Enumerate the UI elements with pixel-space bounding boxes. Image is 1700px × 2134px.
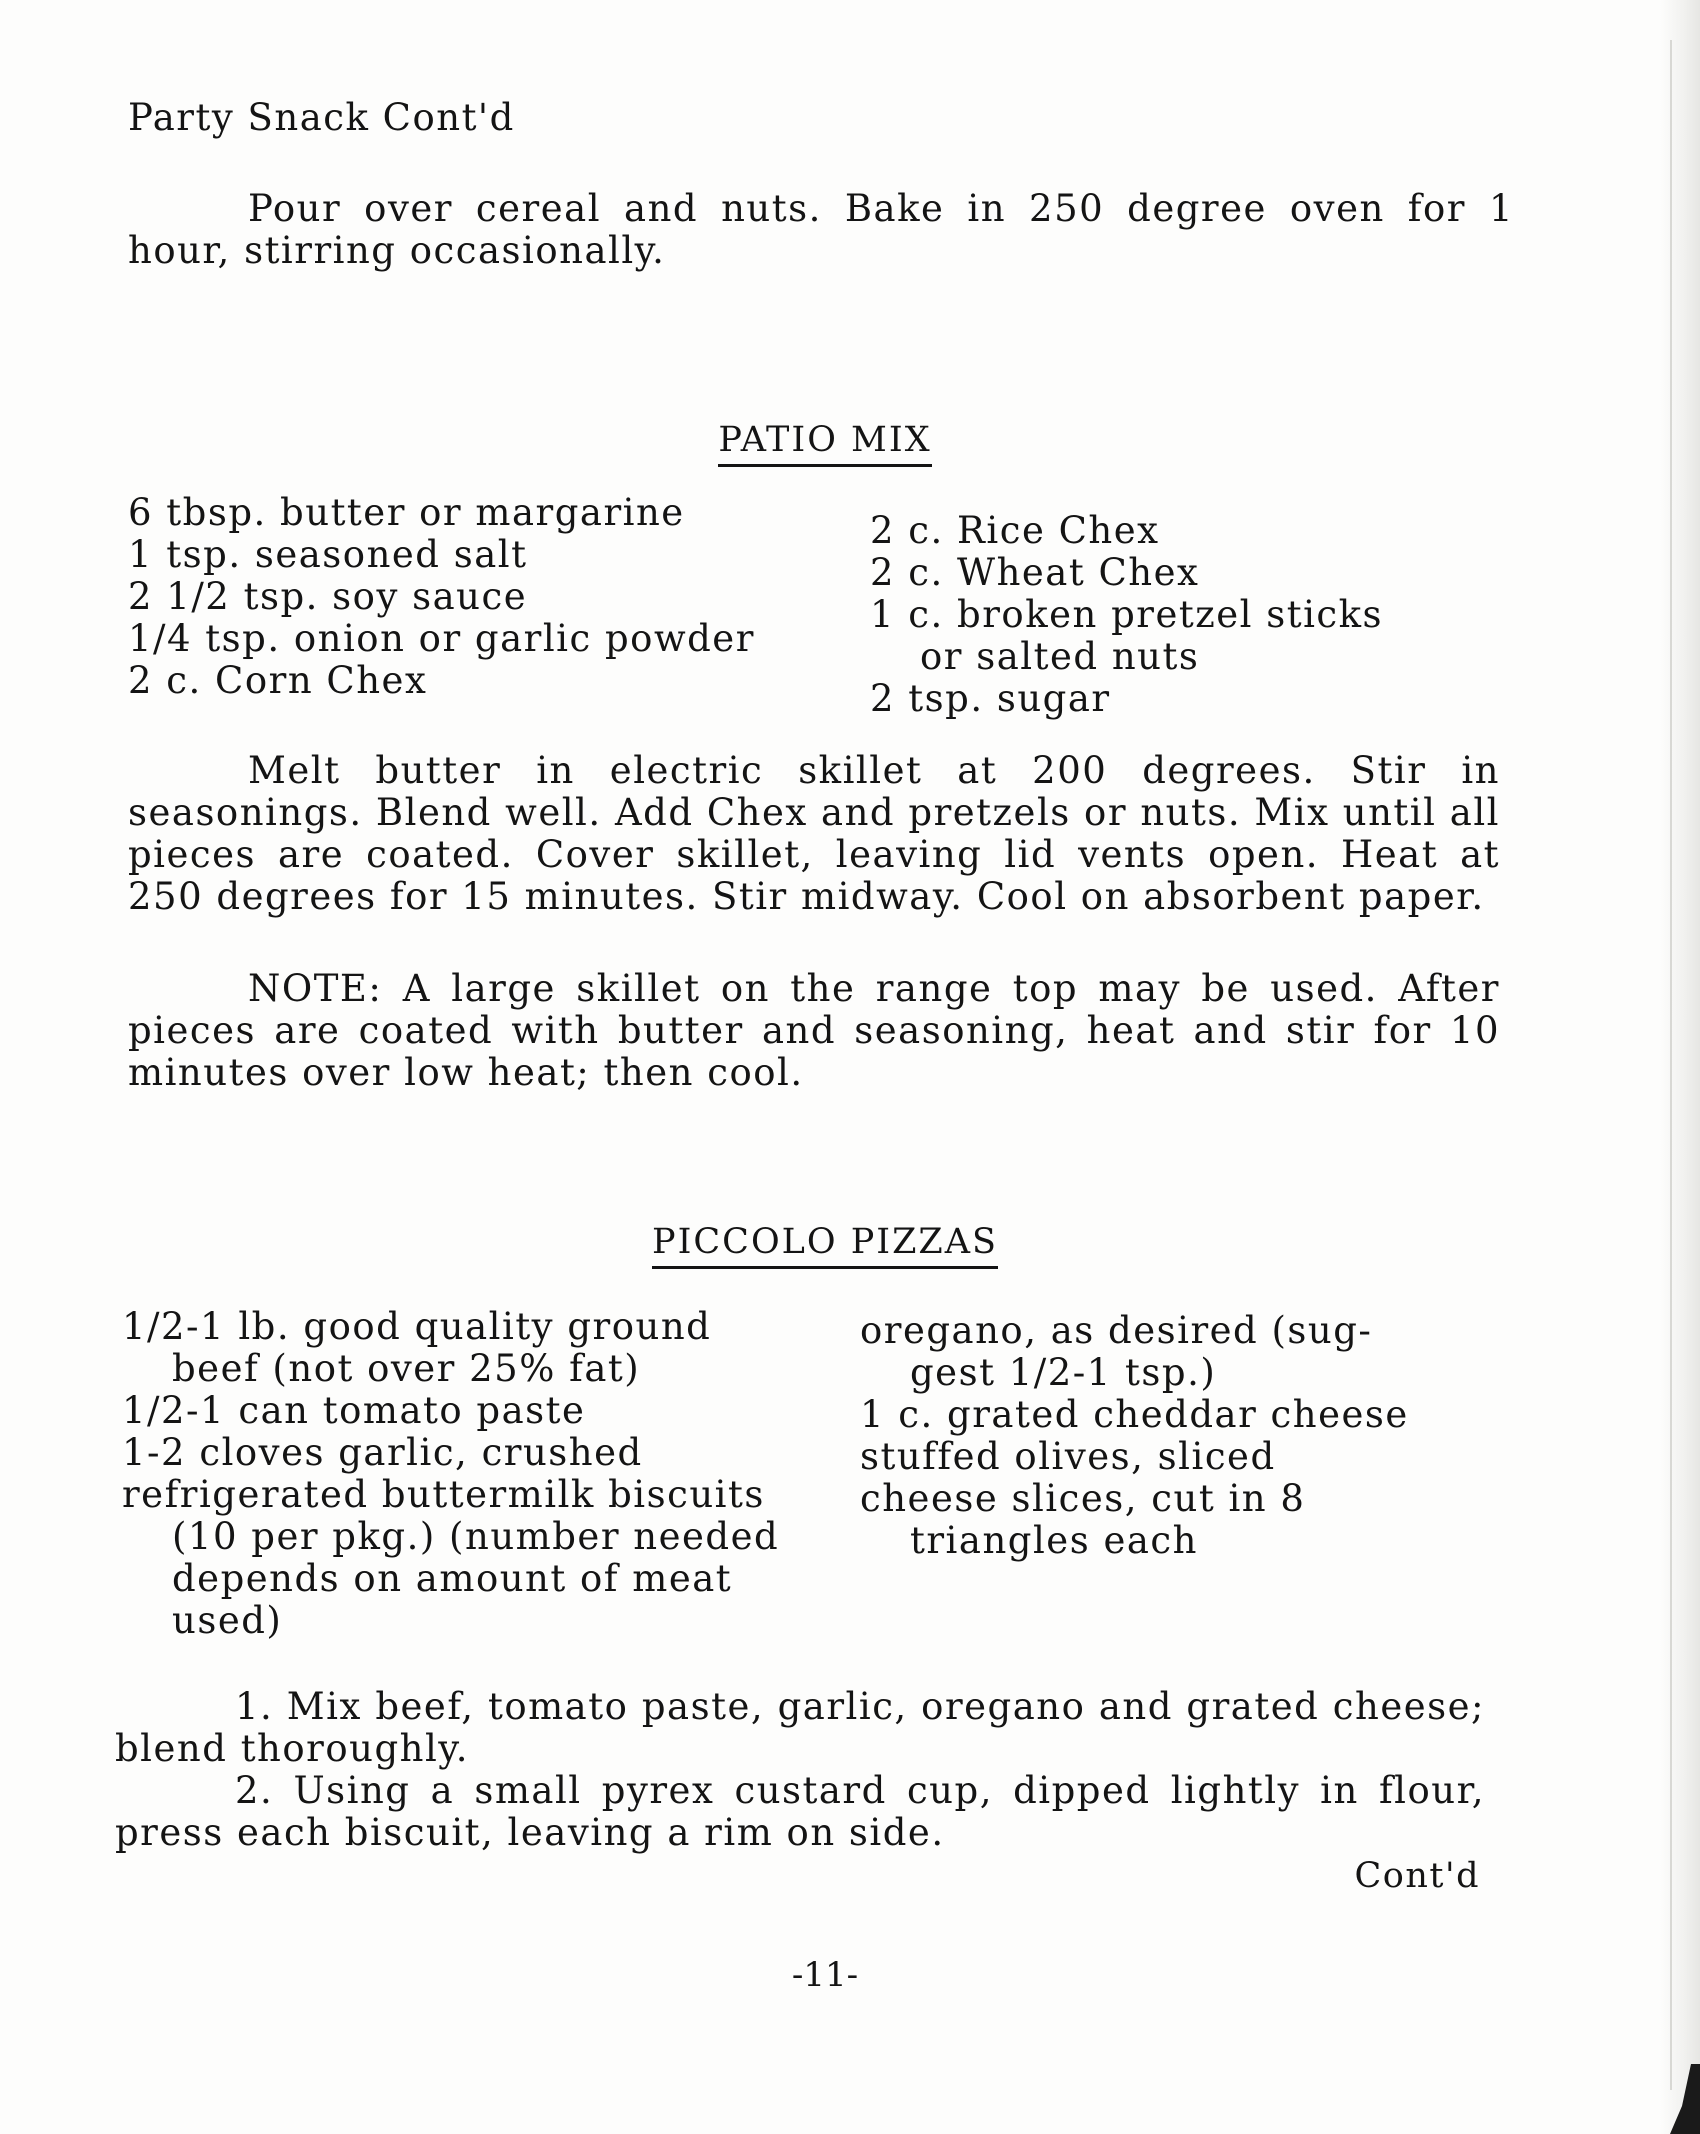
ingredient-item: (10 per pkg.) (number needed <box>172 1515 780 1558</box>
ingredient-item: 6 tbsp. butter or margarine <box>128 491 685 534</box>
ingredient-item: refrigerated buttermilk biscuits <box>122 1473 765 1516</box>
piccolo-pizzas-heading <box>0 1222 1650 1269</box>
ingredient-item: used) <box>172 1599 283 1642</box>
ingredient-item: 1/2-1 lb. good quality ground <box>122 1305 712 1348</box>
ingredient-item: 2 tsp. sugar <box>870 677 1111 720</box>
ingredient-item: 1 tsp. seasoned salt <box>128 533 528 576</box>
ingredient-item: 2 c. Corn Chex <box>128 659 428 702</box>
continued-label: Cont'd <box>1354 1856 1480 1896</box>
ingredient-item: 1/2-1 can tomato paste <box>122 1389 586 1432</box>
patio-mix-heading <box>0 420 1650 467</box>
patio-mix-note: NOTE: A large skillet on the range top may be used. After pieces are coated with butter and seasoning, heat and stir for 10 minutes over low heat; then cool. <box>128 967 1500 1094</box>
ingredient-item: gest 1/2-1 tsp.) <box>910 1351 1217 1394</box>
piccolo-pizzas-ingredients-right <box>860 1310 1409 1562</box>
ingredient-item: oregano, as desired (sug- <box>860 1309 1373 1352</box>
patio-mix-directions: Melt butter in electric skillet at 200 degrees. Stir in seasonings. Blend well. Add Chex and pretzels or nuts. Mix until all pieces are coated. Cover skillet, leaving lid vents open. Heat at 250 degrees for 15 minutes. Stir midway. Cool on absorbent paper. <box>128 749 1500 918</box>
patio-mix-ingredients-left <box>128 492 755 702</box>
ingredient-item: 1 c. grated cheddar cheese <box>860 1393 1409 1436</box>
party-snack-instructions: Pour over cereal and nuts. Bake in 250 degree oven for 1 hour, stirring occasionally. <box>128 187 1514 272</box>
ingredient-item: depends on amount of meat <box>172 1557 733 1600</box>
ingredient-item: cheese slices, cut in 8 <box>860 1477 1306 1520</box>
patio-mix-title: PATIO MIX <box>718 420 931 467</box>
ingredient-item: stuffed olives, sliced <box>860 1435 1276 1478</box>
piccolo-pizzas-ingredients-left <box>122 1306 779 1642</box>
ingredient-item: beef (not over 25% fat) <box>172 1347 641 1390</box>
patio-mix-ingredients-right <box>870 510 1383 720</box>
ingredient-item: 1 c. broken pretzel sticks <box>870 593 1384 636</box>
piccolo-pizzas-step-1: 1. Mix beef, tomato paste, garlic, oregano and grated cheese; blend thoroughly. <box>115 1685 1485 1770</box>
page-number: -11- <box>791 1955 859 1995</box>
continued-title: Party Snack Cont'd <box>128 96 515 139</box>
ingredient-item: 2 c. Wheat Chex <box>870 551 1200 594</box>
ingredient-item: 2 c. Rice Chex <box>870 509 1160 552</box>
ingredient-item: or salted nuts <box>920 635 1200 678</box>
piccolo-pizzas-step-2: 2. Using a small pyrex custard cup, dipped lightly in flour, press each biscuit, leaving a rim on side. <box>115 1769 1485 1854</box>
ingredient-item: 2 1/2 tsp. soy sauce <box>128 575 528 618</box>
ingredient-item: 1-2 cloves garlic, crushed <box>122 1431 643 1474</box>
ingredient-item: triangles each <box>910 1519 1198 1562</box>
piccolo-pizzas-title: PICCOLO PIZZAS <box>652 1222 998 1269</box>
ingredient-item: 1/4 tsp. onion or garlic powder <box>128 617 755 660</box>
